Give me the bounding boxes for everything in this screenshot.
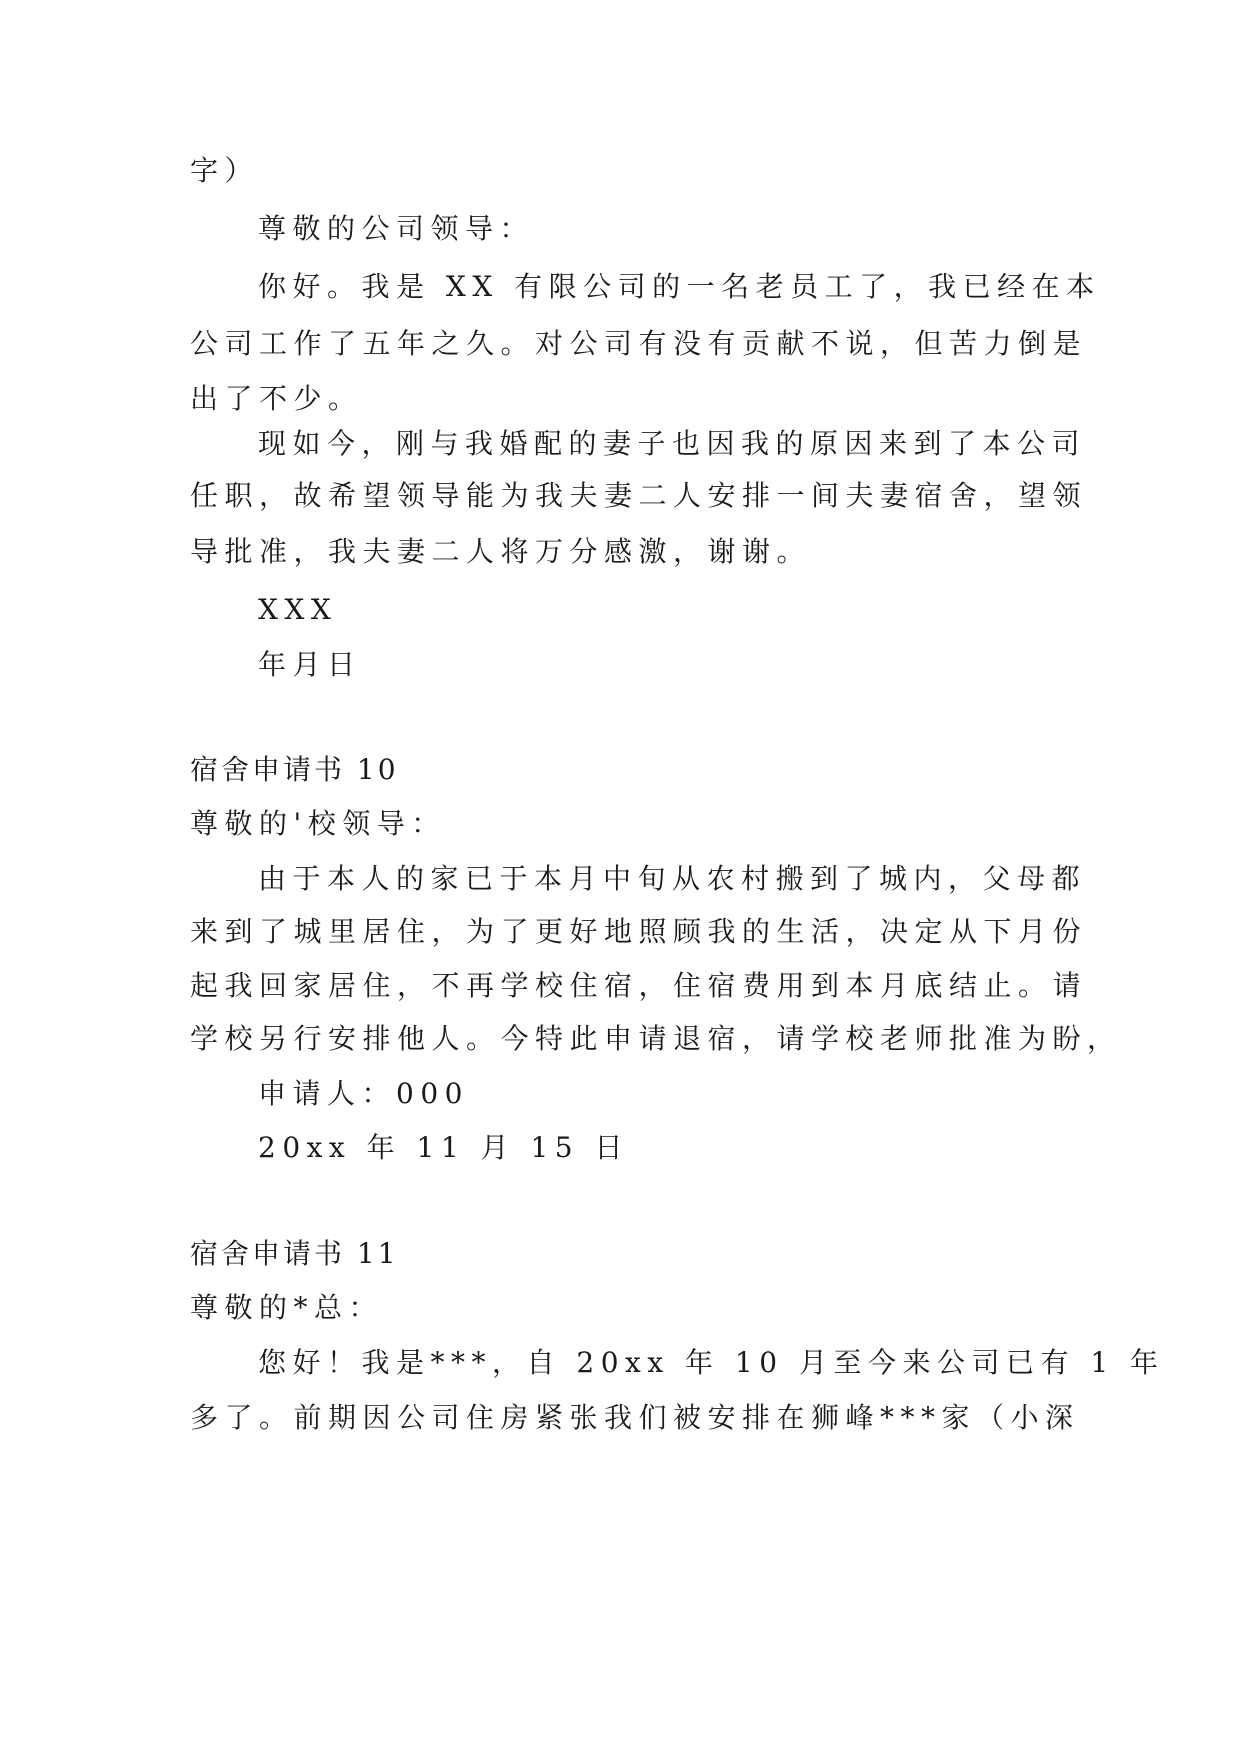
letter-salutation: 尊敬的*总：: [190, 1291, 384, 1324]
paragraph-line: 起我回家居住，不再学校住宿，住宿费用到本月底结止。请: [190, 969, 1088, 1002]
signature-date: 年月日: [258, 648, 362, 681]
letter-salutation: 尊敬的'校领导：: [190, 807, 446, 840]
paragraph-line: 出了不少。: [190, 382, 363, 415]
paragraph-line: 导批准，我夫妻二人将万分感激，谢谢。: [190, 535, 812, 568]
paragraph-line: 公司工作了五年之久。对公司有没有贡献不说，但苦力倒是: [190, 327, 1088, 360]
section-heading: 宿舍申请书 11: [190, 1237, 399, 1270]
paragraph-line: 任职，故希望领导能为我夫妻二人安排一间夫妻宿舍，望领: [190, 479, 1088, 512]
signature-name: XXX: [258, 593, 338, 626]
paragraph-line: 多了。前期因公司住房紧张我们被安排在狮峰***家（小深: [190, 1401, 1080, 1434]
section-heading: 宿舍申请书 10: [190, 753, 399, 786]
paragraph-line: 你好。我是 XX 有限公司的一名老员工了，我已经在本: [258, 270, 1101, 303]
text-line-continuation: 字）: [190, 154, 260, 187]
paragraph-line: 由于本人的家已于本月中旬从农村搬到了城内，父母都: [258, 862, 1087, 895]
paragraph-line: 现如今，刚与我婚配的妻子也因我的原因来到了本公司: [258, 427, 1087, 460]
paragraph-line: 学校另行安排他人。今特此申请退宿，请学校老师批准为盼，: [190, 1022, 1122, 1055]
application-date: 20xx 年 11 月 15 日: [258, 1131, 629, 1164]
paragraph-line: 您好！我是***，自 20xx 年 10 月至今来公司已有 1 年: [258, 1346, 1165, 1379]
applicant-line: 申请人：000: [258, 1077, 469, 1110]
paragraph-line: 来到了城里居住，为了更好地照顾我的生活，决定从下月份: [190, 915, 1088, 948]
letter-salutation: 尊敬的公司领导：: [258, 212, 535, 245]
